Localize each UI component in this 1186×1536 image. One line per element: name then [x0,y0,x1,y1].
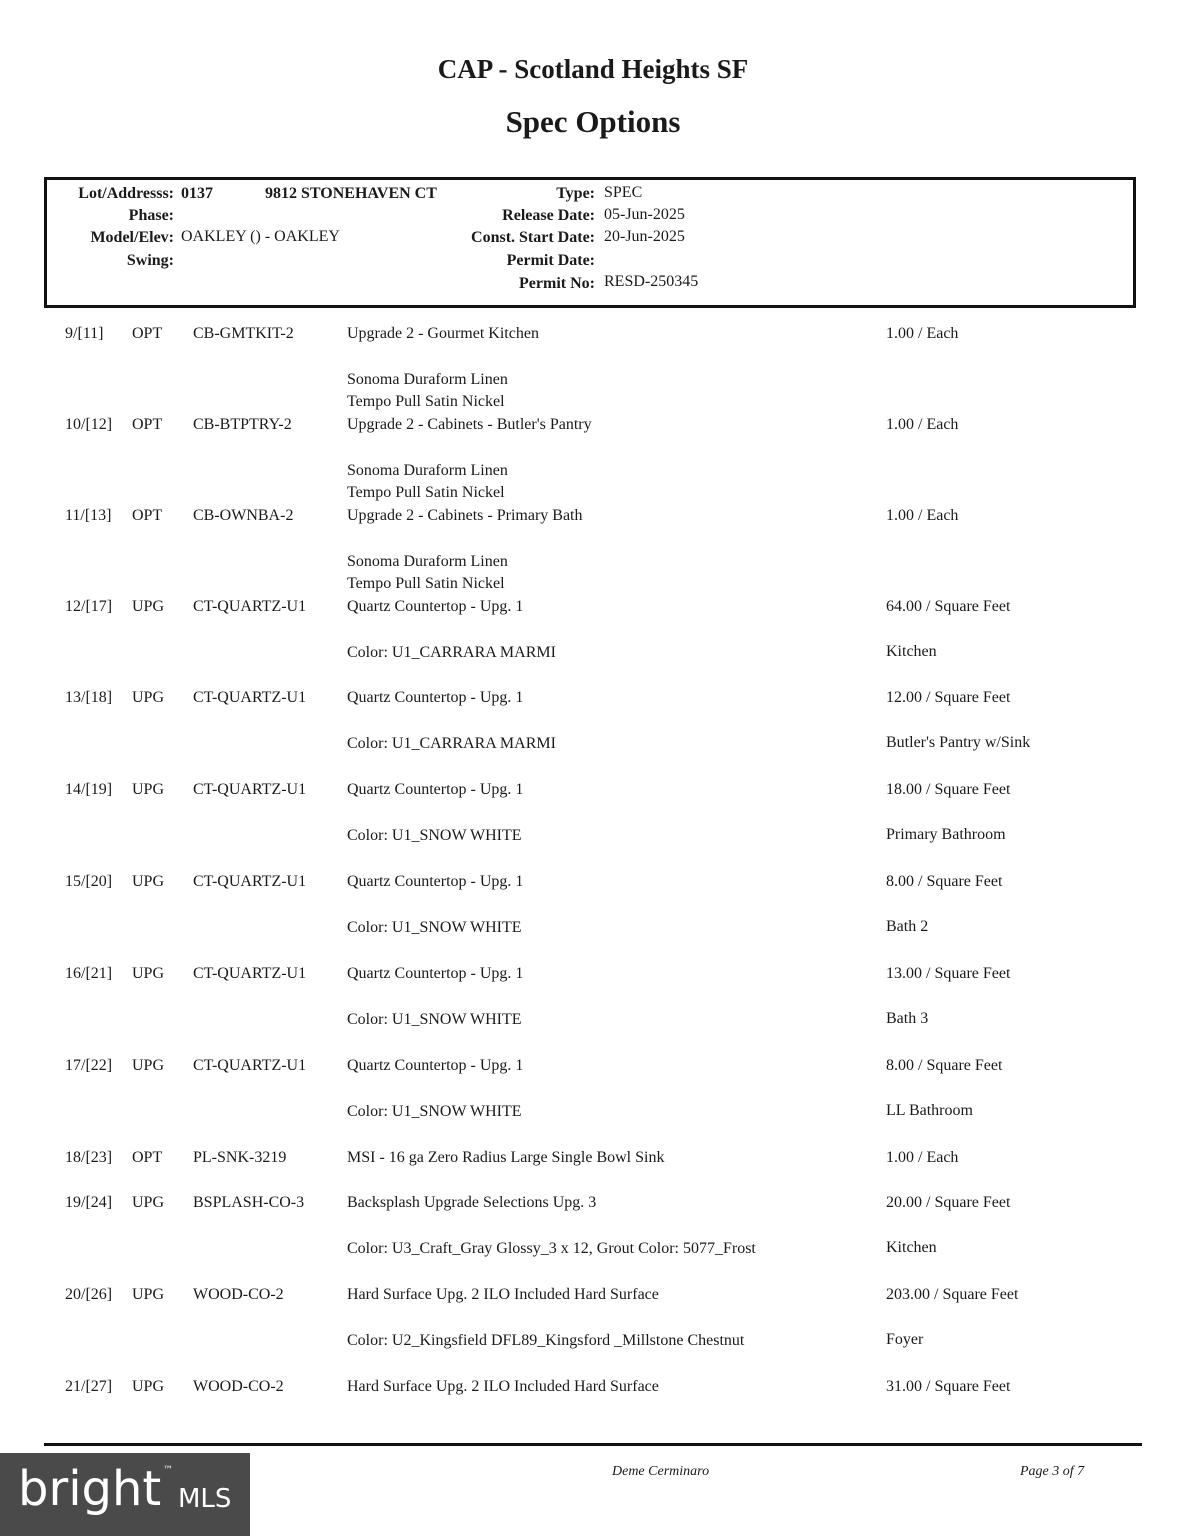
row-qty: 1.00 / Each [886,325,959,342]
row-type: OPT [132,507,163,524]
footer-divider [44,1443,1142,1446]
row-desc: Upgrade 2 - Cabinets - Primary Bath [347,507,583,524]
watermark-mls: MLS [178,1484,232,1514]
model-label: Model/Elev: [90,229,174,246]
row-code: WOOD-CO-2 [193,1378,284,1395]
table-row [0,873,1186,895]
table-row [0,1194,1186,1216]
row-qty: 18.00 / Square Feet [886,781,1011,798]
row-num: 18/[23] [65,1149,113,1166]
row-desc: Hard Surface Upg. 2 ILO Included Hard Surface [347,1378,659,1395]
brightmls-watermark [0,1453,250,1536]
row-num: 13/[18] [65,689,113,706]
swing-label: Swing: [126,252,174,269]
row-selection-note: Color: U2_Kingsfield DFL89_Kingsford _Millstone Chestnut [347,1331,745,1349]
permit-no-label: Permit No: [519,275,595,292]
row-num: 15/[20] [65,873,113,890]
const-start-date-value: 20-Jun-2025 [604,228,685,245]
lot-label: Lot/Addresss: [78,185,174,202]
row-location: Kitchen [886,1239,937,1256]
row-type: UPG [132,781,165,798]
lot-address: 9812 STONEHAVEN CT [265,185,437,202]
row-type: OPT [132,1149,163,1166]
row-num: 10/[12] [65,416,113,433]
row-qty: 31.00 / Square Feet [886,1378,1011,1395]
row-code: CT-QUARTZ-U1 [193,689,307,706]
phase-label: Phase: [128,207,174,224]
row-code: WOOD-CO-2 [193,1286,284,1303]
release-date-label: Release Date: [502,207,595,224]
row-type: UPG [132,1286,165,1303]
row-selection-note: Color: U1_SNOW WHITE [347,1102,522,1120]
row-type: UPG [132,1378,165,1395]
row-code: CT-QUARTZ-U1 [193,1057,307,1074]
row-num: 17/[22] [65,1057,113,1074]
row-type: UPG [132,689,165,706]
model-value: OAKLEY () - OAKLEY [181,228,340,245]
row-code: CB-BTPTRY-2 [193,416,292,433]
row-qty: 8.00 / Square Feet [886,1057,1003,1074]
row-code: CT-QUARTZ-U1 [193,781,307,798]
row-num: 16/[21] [65,965,113,982]
row-selection-note: Tempo Pull Satin Nickel [347,575,505,593]
row-desc: Quartz Countertop - Upg. 1 [347,781,524,798]
row-desc: Backsplash Upgrade Selections Upg. 3 [347,1194,597,1211]
row-qty: 8.00 / Square Feet [886,873,1003,890]
document-title: CAP - Scotland Heights SF [437,54,749,84]
table-row [0,507,1186,529]
table-row [0,416,1186,438]
row-selection-note: Color: U1_SNOW WHITE [347,1010,522,1028]
row-desc: Quartz Countertop - Upg. 1 [347,965,524,982]
const-start-date-label: Const. Start Date: [471,229,595,246]
row-qty: 12.00 / Square Feet [886,689,1011,706]
table-row [0,781,1186,803]
row-num: 9/[11] [65,325,104,342]
table-row [0,1286,1186,1308]
row-code: CT-QUARTZ-U1 [193,598,307,615]
row-type: UPG [132,598,165,615]
row-selection-note: Tempo Pull Satin Nickel [347,484,505,502]
row-desc: Upgrade 2 - Gourmet Kitchen [347,325,539,342]
row-type: UPG [132,873,165,890]
row-type: UPG [132,965,165,982]
table-row [0,1149,1186,1171]
row-qty: 1.00 / Each [886,1149,959,1166]
row-type: UPG [132,1057,165,1074]
row-qty: 13.00 / Square Feet [886,965,1011,982]
lot-number: 0137 [181,185,213,202]
row-desc: MSI - 16 ga Zero Radius Large Single Bowl Sink [347,1149,665,1166]
row-qty: 1.00 / Each [886,416,959,433]
row-num: 21/[27] [65,1378,113,1395]
row-code: CT-QUARTZ-U1 [193,965,307,982]
row-desc: Quartz Countertop - Upg. 1 [347,689,524,706]
type-label: Type: [556,185,595,202]
row-code: BSPLASH-CO-3 [193,1194,305,1211]
row-num: 12/[17] [65,598,113,615]
row-location: Primary Bathroom [886,826,1006,843]
row-location: Bath 2 [886,918,929,935]
permit-date-label: Permit Date: [506,252,595,269]
type-value: SPEC [604,184,643,201]
watermark-tm: ™ [163,1465,173,1476]
row-selection-note: Color: U1_CARRARA MARMI [347,734,556,752]
footer-user: Deme Cerminaro [612,1464,710,1479]
row-type: UPG [132,1194,165,1211]
row-desc: Quartz Countertop - Upg. 1 [347,1057,524,1074]
row-selection-note: Sonoma Duraform Linen [347,552,508,570]
table-row [0,1378,1186,1400]
row-selection-note: Color: U1_SNOW WHITE [347,826,522,844]
row-selection-note: Color: U3_Craft_Gray Glossy_3 x 12, Grout Color: 5077_Frost [347,1239,756,1257]
row-location: Bath 3 [886,1010,929,1027]
table-row [0,598,1186,620]
row-desc: Quartz Countertop - Upg. 1 [347,873,524,890]
row-num: 20/[26] [65,1286,113,1303]
row-code: CB-OWNBA-2 [193,507,294,524]
row-desc: Quartz Countertop - Upg. 1 [347,598,524,615]
row-location: LL Bathroom [886,1102,973,1119]
row-num: 11/[13] [65,507,112,524]
table-row [0,689,1186,711]
permit-no-value: RESD-250345 [604,273,699,290]
row-code: PL-SNK-3219 [193,1149,287,1166]
row-desc: Upgrade 2 - Cabinets - Butler's Pantry [347,416,592,433]
table-row [0,1057,1186,1079]
row-num: 19/[24] [65,1194,113,1211]
row-num: 14/[19] [65,781,113,798]
row-selection-note: Tempo Pull Satin Nickel [347,393,505,411]
release-date-value: 05-Jun-2025 [604,206,685,223]
row-type: OPT [132,325,163,342]
row-location: Butler's Pantry w/Sink [886,734,1031,751]
table-row [0,965,1186,987]
row-selection-note: Color: U1_SNOW WHITE [347,918,522,936]
document-subtitle: Spec Options [505,104,681,139]
row-code: CB-GMTKIT-2 [193,325,294,342]
row-desc: Hard Surface Upg. 2 ILO Included Hard Surface [347,1286,659,1303]
row-selection-note: Sonoma Duraform Linen [347,461,508,479]
row-selection-note: Sonoma Duraform Linen [347,370,508,388]
row-type: OPT [132,416,163,433]
row-qty: 1.00 / Each [886,507,959,524]
page-number: Page 3 of 7 [1020,1464,1085,1479]
table-row [0,325,1186,347]
row-qty: 203.00 / Square Feet [886,1286,1019,1303]
row-location: Foyer [886,1331,924,1348]
row-qty: 20.00 / Square Feet [886,1194,1011,1211]
watermark-brand: bright [18,1461,162,1517]
row-code: CT-QUARTZ-U1 [193,873,307,890]
row-selection-note: Color: U1_CARRARA MARMI [347,643,556,661]
row-qty: 64.00 / Square Feet [886,598,1011,615]
row-location: Kitchen [886,643,937,660]
